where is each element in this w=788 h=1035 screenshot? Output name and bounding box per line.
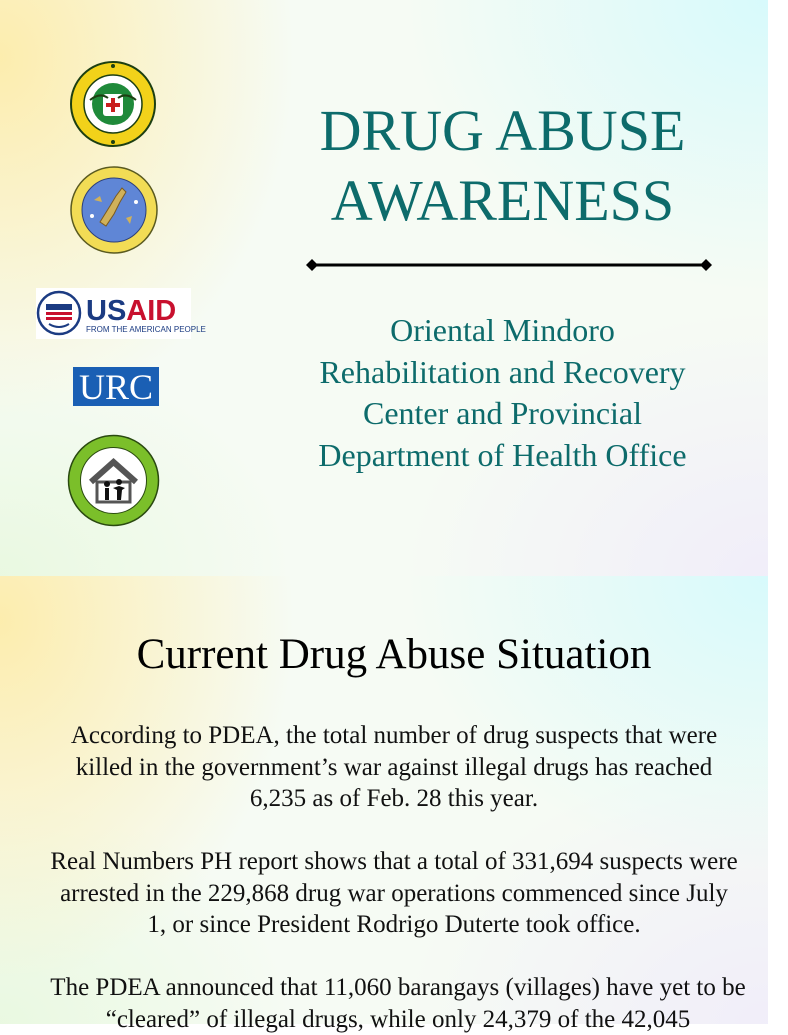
usaid-logo-icon (36, 288, 206, 339)
paragraph-barangays: The PDEA announced that 11,060 barangays (villages) have yet to be “cleared” of illegal drugs, while only 24,379 of the 42,045 (50, 974, 746, 1033)
doh-seal-icon (70, 60, 156, 148)
urc-wordmark: URC (78, 367, 154, 407)
title-line-1: DRUG ABUSE (319, 98, 686, 163)
usaid-wordmark-us: US (86, 295, 127, 327)
title-divider (306, 258, 712, 272)
presentation-title (300, 96, 705, 236)
situation-slide (0, 576, 768, 1033)
urc-logo-icon (73, 367, 159, 406)
paragraph-pdea-killed: According to PDEA, the total number of drug suspects that were killed in the government’s war against illegal drugs has reached 6,235 as of Feb. 28 this year. (70, 722, 718, 812)
svg-text:USAID (86, 295, 176, 327)
slide-title: Current Drug Abuse Situation (136, 631, 652, 678)
usaid-wordmark-aid: AID (126, 295, 177, 327)
usaid-tagline: FROM THE AMERICAN PEOPLE (86, 325, 206, 334)
chd-mimaropa-seal-icon (70, 166, 158, 254)
presentation-subtitle: Oriental Mindoro Rehabilitation and Recovery Center and Provincial Department of Health Office (318, 312, 687, 473)
paragraph-real-numbers: Real Numbers PH report shows that a total of 331,694 suspects were arrested in the 229,868 drug war operations commenced since July 1, or since President Rodrigo Duterte took office. (50, 848, 738, 938)
omrrc-seal-icon (67, 434, 160, 527)
title-line-2: AWARENESS (330, 168, 675, 233)
